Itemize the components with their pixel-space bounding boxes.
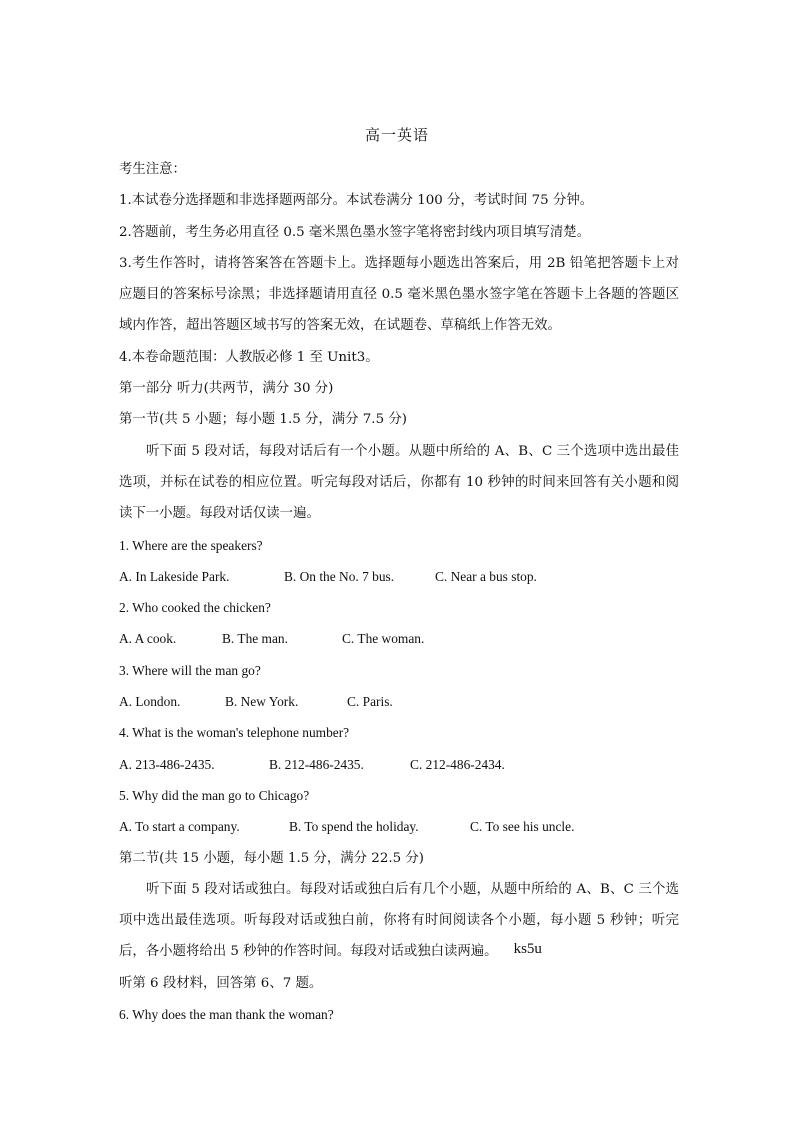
section2-instruction-text: 听下面 5 段对话或独白。每段对话或独白后有几个小题，从题中所给的 A、B、C 三个选项中选出最佳选项。听每段对话或独白前，你将有时间阅读各个小题，每小题 5 秒钟；听完后，各小题将给出 5 秒钟的作答时间。每段对话或独白读两遍。 — [119, 881, 679, 960]
question-3: 3. Where will the man go? — [119, 662, 261, 678]
question-2-options — [119, 623, 679, 654]
section2-heading: 第二节(共 15 小题，每小题 1.5 分，满分 22.5 分) — [119, 850, 424, 866]
option-a: A. A cook. — [119, 631, 177, 647]
option-c: C. 212-486-2434. — [410, 756, 505, 772]
watermark: ks5u — [513, 941, 542, 958]
question-1-options — [119, 561, 679, 592]
option-c: C. Near a bus stop. — [435, 568, 537, 584]
question-4: 4. What is the woman's telephone number? — [119, 725, 350, 741]
option-a: A. In Lakeside Park. — [119, 568, 230, 584]
section2-instruction — [119, 874, 679, 968]
notice-4: 4.本卷命题范围：人教版必修 1 至 Unit3。 — [119, 349, 379, 365]
option-a: A. London. — [119, 694, 181, 710]
option-b: B. The man. — [222, 631, 288, 647]
material6-heading: 听第 6 段材料，回答第 6、7 题。 — [119, 975, 323, 991]
option-b: B. To spend the holiday. — [289, 819, 419, 835]
option-c: C. Paris. — [347, 694, 393, 710]
notice-3: 3.考生作答时，请将答案答在答题卡上。选择题每小题选出答案后，用 2B 铅笔把答题卡上对应题目的答案标号涂黑；非选择题请用直径 0.5 毫米黑色墨水签字笔在答题卡上各题的答题区域内作答，超出答题区域书写的答案无效，在试题卷、草稿纸上作答无效。 — [119, 255, 679, 334]
question-2: 2. Who cooked the chicken? — [119, 600, 271, 616]
option-b: B. New York. — [225, 694, 299, 710]
notice-1: 1.本试卷分选择题和非选择题两部分。本试卷满分 100 分，考试时间 75 分钟。 — [119, 193, 594, 209]
section1-heading: 第一节(共 5 小题；每小题 1.5 分，满分 7.5 分) — [119, 412, 407, 428]
notice-heading: 考生注意： — [119, 162, 186, 177]
option-b: B. On the No. 7 bus. — [284, 568, 395, 584]
question-5-options — [119, 811, 679, 842]
option-a: A. To start a company. — [119, 819, 240, 835]
exam-content — [119, 154, 679, 1030]
question-3-options — [119, 686, 679, 717]
question-4-options — [119, 749, 679, 780]
question-5: 5. Why did the man go to Chicago? — [119, 787, 310, 803]
part1-heading: 第一部分 听力(共两节，满分 30 分) — [119, 381, 334, 397]
page-title: 高一英语 — [364, 126, 429, 144]
notice-2: 2.答题前，考生务必用直径 0.5 毫米黑色墨水签字笔将密封线内项目填写清楚。 — [119, 224, 591, 240]
option-c: C. The woman. — [342, 631, 425, 647]
question-6: 6. Why does the man thank the woman? — [119, 1007, 334, 1023]
question-1: 1. Where are the speakers? — [119, 537, 263, 553]
section1-instruction: 听下面 5 段对话，每段对话后有一个小题。从题中所给的 A、B、C 三个选项中选出最佳选项，并标在试卷的相应位置。听完每段对话后，你都有 10 秒钟的时间来回答有关小题和阅读下一小题。每段对话仅读一遍。 — [119, 443, 679, 522]
option-a: A. 213-486-2435. — [119, 756, 215, 772]
option-b: B. 212-486-2435. — [269, 756, 364, 772]
option-c: C. To see his uncle. — [470, 819, 575, 835]
